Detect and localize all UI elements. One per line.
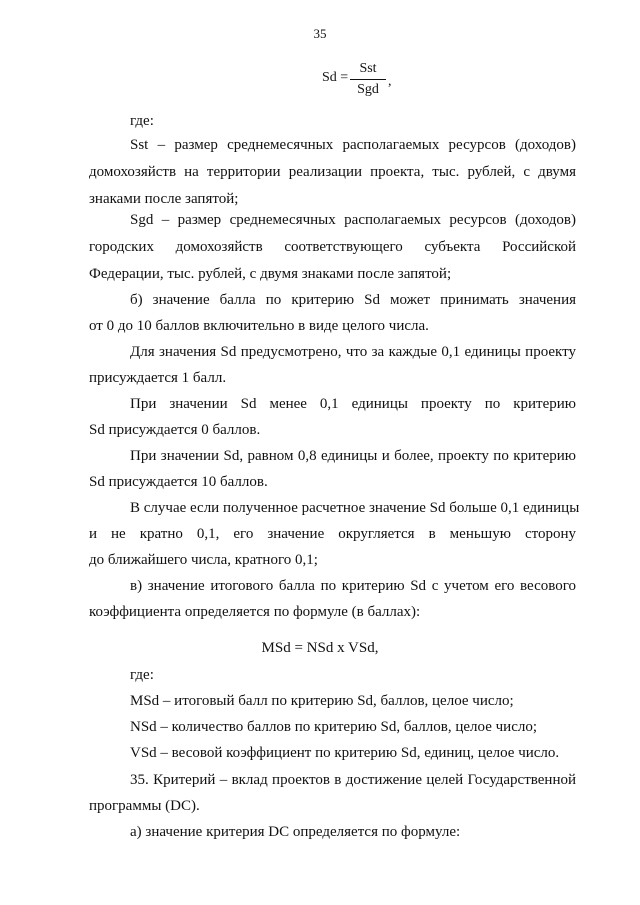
para-rounding-line-3: до ближайшего числа, кратного 0,1; — [89, 552, 318, 568]
where-label-2: где: — [130, 667, 154, 683]
item-v-line-2: коэффициента определяется по формуле (в баллах): — [89, 604, 421, 620]
item-a-formula-intro: а) значение критерия DC определяется по формуле: — [130, 824, 461, 840]
formula-sd-denominator: Sgd — [357, 82, 379, 97]
criterion-35-line-1: 35. Критерий – вклад проектов в достижение целей Государственной — [130, 772, 576, 788]
sgd-definition-line-1: Sgd – размер среднемесячных располагаемых ресурсов (доходов) — [130, 212, 576, 228]
page-number: 35 — [313, 26, 327, 41]
item-b-line-2: от 0 до 10 баллов включительно в виде целого числа. — [89, 318, 429, 334]
para-rounding-line-1: В случае если полученное расчетное значение Sd больше 0,1 единицы — [130, 500, 580, 516]
para-sd-min-line-1: При значении Sd менее 0,1 единицы проекту по критерию — [130, 396, 576, 412]
vsd-definition: VSd – весовой коэффициент по критерию Sd, единиц, целое число. — [130, 745, 560, 761]
para-sd-step-line-1: Для значения Sd предусмотрено, что за каждые 0,1 единицы проекту — [130, 344, 576, 360]
formula-msd: MSd = NSd x VSd, — [261, 640, 379, 656]
sgd-definition-line-3: Федерации, тыс. рублей, с двумя знаками после запятой; — [89, 266, 452, 282]
para-sd-max-line-2: Sd присуждается 10 баллов. — [89, 474, 268, 490]
para-rounding-line-2: и не кратно 0,1, его значение округляется в меньшую сторону — [89, 526, 576, 542]
para-sd-max-line-1: При значении Sd, равном 0,8 единицы и более, проекту по критерию — [130, 448, 576, 464]
sst-definition-line-3: знаками после запятой; — [89, 191, 239, 207]
where-label-1: где: — [130, 113, 154, 129]
formula-sd-lhs: Sd = — [322, 70, 349, 85]
nsd-definition: NSd – количество баллов по критерию Sd, баллов, целое число; — [130, 719, 538, 735]
fraction-bar — [350, 79, 386, 80]
sgd-definition-line-2: городских домохозяйств соответствующего субъекта Российской — [89, 239, 576, 255]
criterion-35-line-2: программы (DC). — [89, 798, 200, 814]
para-sd-min-line-2: Sd присуждается 0 баллов. — [89, 422, 261, 438]
para-sd-step-line-2: присуждается 1 балл. — [89, 370, 227, 386]
item-b-line-1: б) значение балла по критерию Sd может принимать значения — [130, 292, 576, 308]
formula-sd-numerator: Sst — [359, 61, 377, 76]
formula-sd-fraction — [350, 62, 386, 97]
item-v-line-1: в) значение итогового балла по критерию Sd с учетом его весового — [130, 578, 576, 594]
formula-sd-comma: , — [388, 74, 392, 89]
sst-definition-line-2: домохозяйств на территории реализации проекта, тыс. рублей, с двумя — [89, 164, 576, 180]
msd-definition: MSd – итоговый балл по критерию Sd, баллов, целое число; — [130, 693, 514, 709]
sst-definition-line-1: Sst – размер среднемесячных располагаемых ресурсов (доходов) — [130, 137, 576, 153]
